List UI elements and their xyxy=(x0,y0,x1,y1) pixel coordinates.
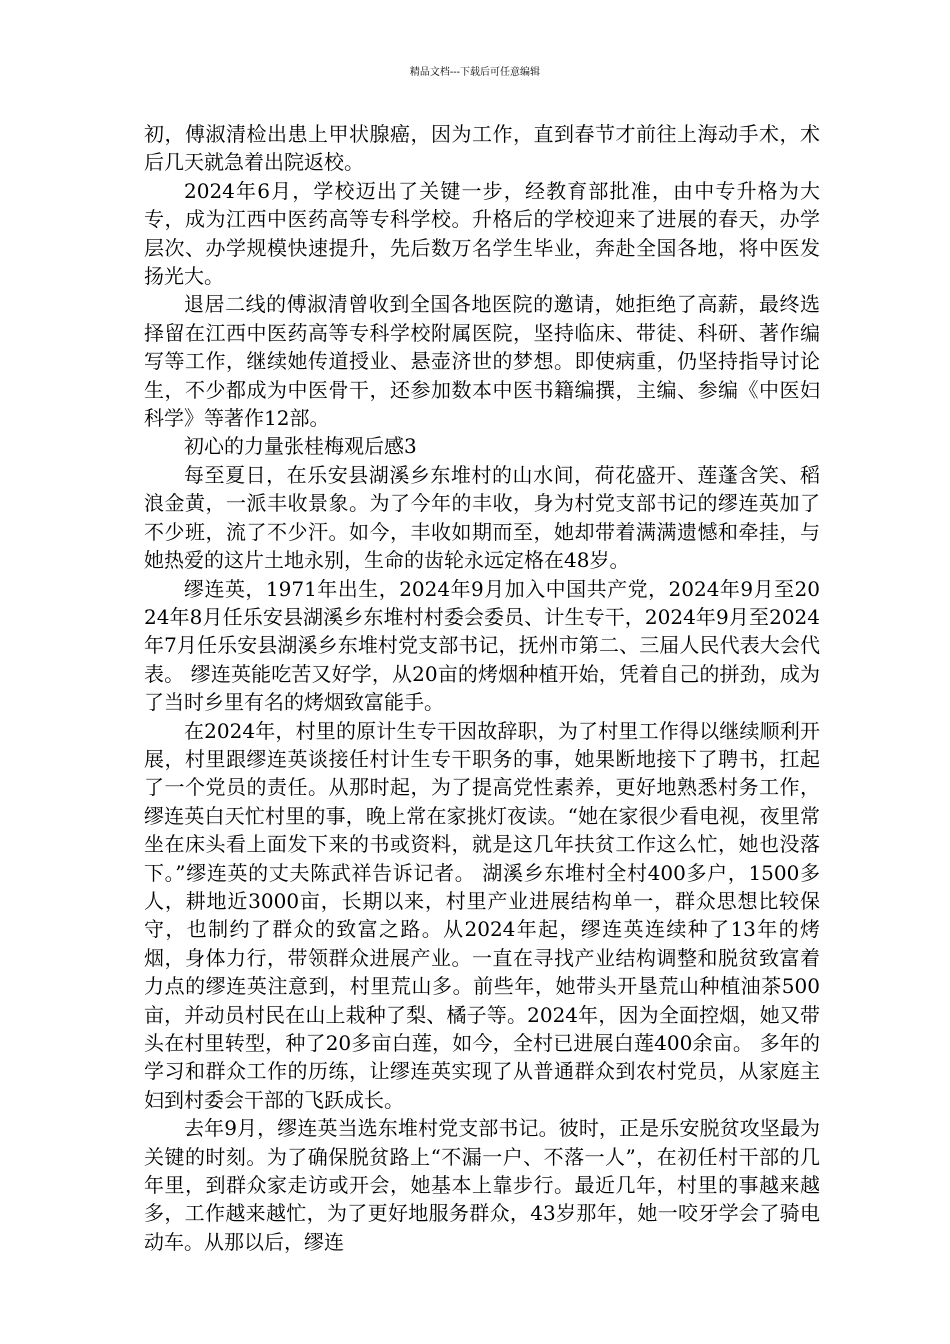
document-body xyxy=(144,120,820,1256)
paragraph: 2024年6月，学校迈出了关键一步，经教育部批准，由中专升格为大专，成为江西中医药高等专科学校。升格后的学校迎来了进展的春天，办学层次、办学规模快速提升，先后数万名学生毕业，奔赴全国各地，将中医发扬光大。 xyxy=(144,178,820,289)
paragraph: 在2024年，村里的原计生专干因故辞职，为了村里工作得以继续顺利开展，村里跟缪连英谈接任村计生专干职务的事，她果断地接下了聘书，扛起了一个党员的责任。从那时起，为了提高党性素养，更好地熟悉村务工作，缪连英白天忙村里的事，晚上常在家挑灯夜读。“她在家很少看电视，夜里常坐在床头看上面发下来的书或资料，就是这几年扶贫工作这么忙，她也没落下。”缪连英的丈夫陈武祥告诉记者。 湖溪乡东堆村全村400多户，1500多人，耕地近3000亩，长期以来，村里产业进展结构单一，群众思想比较保守，也制约了群众的致富之路。从2024年起，缪连英连续种了13年的烤烟，身体力行，带领群众进展产业。一直在寻找产业结构调整和脱贫致富着力点的缪连英注意到，村里荒山多。前些年，她带头开垦荒山种植油茶500亩，并动员村民在山上栽种了梨、橘子等。2024年，因为全面控烟，她又带头在村里转型，种了20多亩白莲，如今，全村已进展白莲400余亩。 多年的学习和群众工作的历练，让缪连英实现了从普通群众到农村党员，从家庭主妇到村委会干部的飞跃成长。 xyxy=(144,718,820,1112)
paragraph: 退居二线的傅淑清曾收到全国各地医院的邀请，她拒绝了高薪，最终选择留在江西中医药高等专科学校附属医院，坚持临床、带徒、科研、著作编写等工作，继续她传道授业、悬壶济世的梦想。即使病重，仍坚持指导讨论生，不少都成为中医骨干，还参加数本中医书籍编撰，主编、参编《中医妇科学》等著作12部。 xyxy=(144,292,820,431)
page-header: 精品文档---下载后可任意编辑 xyxy=(409,67,541,78)
paragraph: 每至夏日，在乐安县湖溪乡东堆村的山水间，荷花盛开、莲蓬含笑、稻浪金黄，一派丰收景象。为了今年的丰收，身为村党支部书记的缪连英加了不少班，流了不少汗。如今，丰收如期而至，她却带着满满遗憾和牵挂，与她热爱的这片土地永别，生命的齿轮永远定格在48岁。 xyxy=(144,462,820,573)
paragraph: 去年9月，缪连英当选东堆村党支部书记。彼时，正是乐安脱贫攻坚最为关键的时刻。为了确保脱贫路上“不漏一户、不落一人”，在初任村干部的几年里，到群众家走访或开会，她基本上靠步行。最近几年，村里的事越来越多，工作越来越忙，为了更好地服务群众，43岁那年，她一咬牙学会了骑电动车。从那以后，缪连 xyxy=(144,1116,820,1254)
paragraph: 缪连英，1971年出生，2024年9月加入中国共产党，2024年9月至2024年8月任乐安县湖溪乡东堆村村委会委员、计生专干，2024年9月至2024年7月任乐安县湖溪乡东堆村党支部书记，抚州市第二、三届人民代表大会代表。 缪连英能吃苦又好学，从20亩的烤烟种植开始，凭着自己的拼劲，成为了当时乡里有名的烤烟致富能手。 xyxy=(144,576,820,715)
paragraph-continuation: 初，傅淑清检出患上甲状腺癌，因为工作，直到春节才前往上海动手术，术后几天就急着出院返校。 xyxy=(144,122,820,175)
section-heading: 初心的力量张桂梅观后感3 xyxy=(184,434,417,459)
